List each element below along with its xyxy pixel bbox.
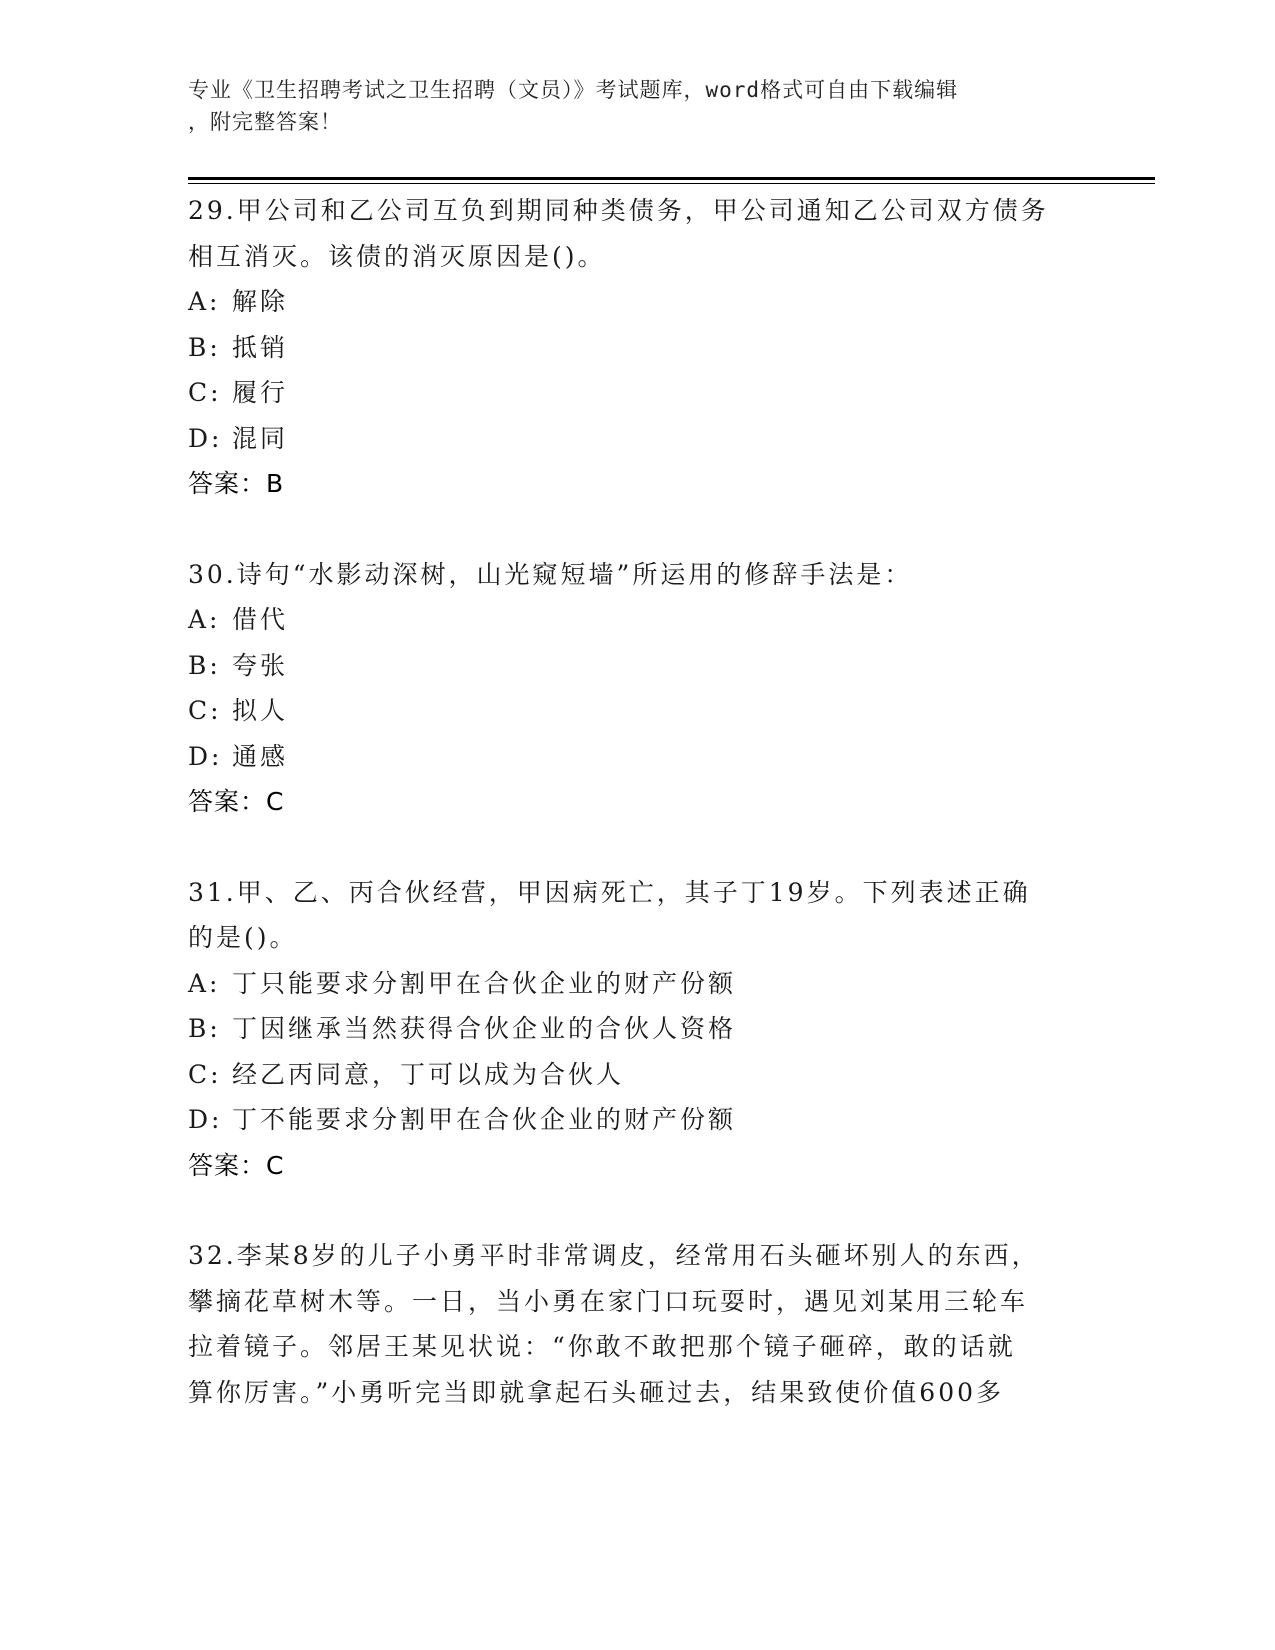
question-line: 30.诗句“水影动深树，山光窥短墙”所运用的修辞手法是：: [188, 559, 913, 589]
option-c: [188, 688, 1088, 734]
option-letter: D:: [188, 423, 223, 453]
option-c: [188, 370, 1088, 416]
option-text: 经乙丙同意，丁可以成为合伙人: [232, 1059, 625, 1089]
option-text: 履行: [232, 378, 289, 407]
option-letter: D:: [188, 1105, 223, 1134]
question-line: 29.甲公司和乙公司互负到期同种类债务，甲公司通知乙公司双方债务: [188, 196, 1049, 225]
question-line: 32.李某8岁的儿子小勇平时非常调皮，经常用石头砸坏别人的东西，: [188, 1241, 1040, 1270]
header-divider-thick: [188, 177, 1155, 180]
question-29: [188, 188, 1088, 507]
option-text: 借代: [232, 605, 289, 634]
question-line: 攀摘花草树木等。一日，当小勇在家门口玩耍时，遇见刘某用三轮车: [188, 1286, 1029, 1316]
option-text: 丁只能要求分割甲在合伙企业的财产份额: [232, 968, 737, 998]
document-header: [188, 74, 1068, 138]
option-letter: D:: [188, 741, 223, 771]
header-line-1: 专业《卫生招聘考试之卫生招聘（文员）》考试题库，word格式可自由下载编辑: [188, 78, 959, 102]
answer-line: 答案：C: [188, 787, 285, 816]
question-spacer: [188, 507, 1088, 552]
question-text: [188, 1233, 1088, 1415]
question-text: [188, 188, 1088, 279]
option-text: 抵销: [232, 332, 289, 362]
question-30: [188, 552, 1088, 825]
question-spacer: [188, 825, 1088, 870]
option-text: 解除: [232, 287, 289, 316]
option-c: [188, 1052, 1088, 1098]
option-text: 丁不能要求分割甲在合伙企业的财产份额: [232, 1105, 737, 1134]
question-line: 的是()。: [188, 923, 298, 952]
header-divider-thin: [188, 183, 1155, 184]
option-a: [188, 279, 1088, 325]
option-letter: C:: [188, 1059, 222, 1089]
option-b: [188, 325, 1088, 371]
option-a: [188, 961, 1088, 1007]
question-spacer: [188, 1188, 1088, 1233]
option-text: 通感: [232, 741, 289, 771]
question-line: 拉着镜子。邻居王某见状说：“你敢不敢把那个镜子砸碎，敢的话就: [188, 1332, 1016, 1361]
answer-line: 答案：C: [188, 1150, 285, 1180]
question-line: 31.甲、乙、丙合伙经营，甲因病死亡，其子丁19岁。下列表述正确: [188, 877, 1031, 907]
option-letter: B:: [188, 332, 221, 362]
option-letter: B:: [188, 650, 221, 680]
option-letter: A:: [188, 605, 221, 634]
option-b: [188, 1006, 1088, 1052]
option-a: [188, 597, 1088, 643]
question-31: [188, 870, 1088, 1189]
option-text: 拟人: [232, 696, 289, 725]
option-text: 混同: [232, 423, 289, 453]
question-list: [188, 188, 1088, 1415]
question-32: [188, 1233, 1088, 1415]
question-line: 相互消灭。该债的消灭原因是()。: [188, 241, 606, 271]
question-line: 算你厉害。”小勇听完当即就拿起石头砸过去，结果致使价值600多: [188, 1377, 1005, 1407]
option-letter: A:: [188, 287, 221, 316]
header-line-2: ，附完整答案！: [188, 110, 342, 134]
option-text: 夸张: [232, 650, 289, 680]
option-letter: A:: [188, 968, 221, 998]
answer-line: 答案：B: [188, 469, 285, 498]
option-text: 丁因继承当然获得合伙企业的合伙人资格: [232, 1014, 737, 1043]
option-b: [188, 643, 1088, 689]
question-text: [188, 552, 1088, 598]
option-letter: C:: [188, 696, 222, 725]
option-d: [188, 734, 1088, 780]
option-letter: C:: [188, 378, 222, 407]
option-d: [188, 416, 1088, 462]
question-text: [188, 870, 1088, 961]
option-letter: B:: [188, 1014, 221, 1043]
option-d: [188, 1097, 1088, 1143]
